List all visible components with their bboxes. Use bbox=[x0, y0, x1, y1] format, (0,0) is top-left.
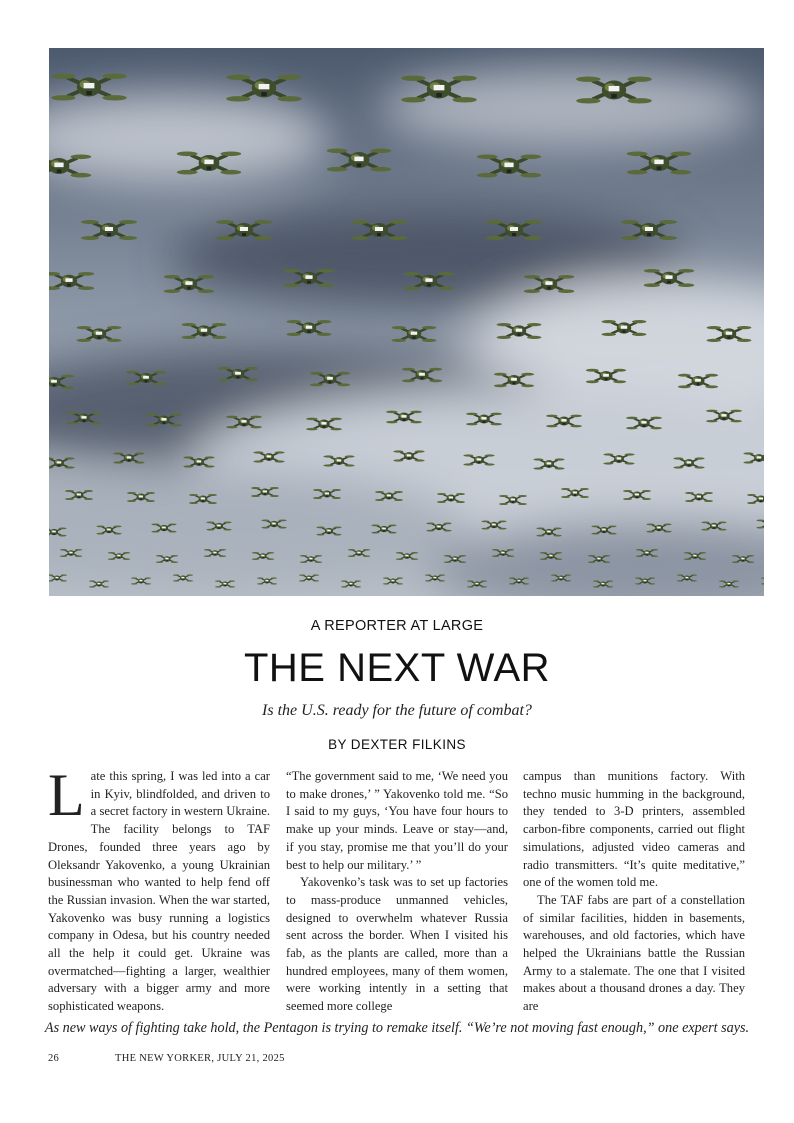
body-paragraph: campus than munitions factory. With techno music humming in the background, they tended to 3-D printers, assembled carbon-fibre components, carried out flight simulations, adjusted video cameras and radio transmitters. “It’s quite meditative,” one of the women told me. bbox=[523, 769, 745, 890]
hero-image bbox=[49, 48, 764, 596]
body-column-2 bbox=[286, 768, 508, 1016]
drone-swarm-illustration bbox=[49, 48, 764, 596]
body-paragraph: “The government said to me, ‘We need you to make drones,’ ” Yakovenko told me. “So I said to my guys, ‘You have four hours to make up your minds. Leave or stay—and, if you stay, promise me that you’ll do your best to help our military.’ ” bbox=[286, 769, 508, 872]
body-paragraph: Yakovenko’s task was to set up factories to mass-produce unmanned vehicles, designed to overwhelm whatever Russia sent across the border. When I visited his fab, as the plants are called, more than a hundred employees, many of them women, were working intently in a setting that seemed more college bbox=[286, 875, 508, 1014]
page-number: 26 bbox=[48, 1053, 60, 1064]
pull-quote: As new ways of fighting take hold, the Pentagon is trying to remake itself. “We’re not moving fast enough,” one expert says. bbox=[44, 1020, 750, 1036]
magazine-footer: THE NEW YORKER, JULY 21, 2025 bbox=[115, 1053, 285, 1064]
article-rubric: A REPORTER AT LARGE bbox=[310, 618, 484, 634]
article-byline: BY DEXTER FILKINS bbox=[328, 737, 466, 752]
body-column-3 bbox=[523, 768, 745, 1016]
body-paragraph bbox=[48, 762, 270, 1016]
body-column-1 bbox=[48, 762, 270, 1016]
drop-cap: L bbox=[48, 762, 85, 828]
body-paragraph: The TAF fabs are part of a constellation of similar facilities, hidden in basements, warehouses, and old factories, which have helped the Ukrainians battle the Russian Army to a stalemate. The one that I visited makes about a thousand drones a day. They are bbox=[523, 892, 745, 1014]
article-dek: Is the U.S. ready for the future of combat? bbox=[262, 702, 532, 719]
paragraph-text: ate this spring, I was led into a car in Kyiv, blindfolded, and driven to a secret factory in western Ukraine. The facility belongs to TAF Drones, founded three years ago by Oleksandr Yakovenko, a young Ukrainian businessman who wanted to help fend off the Russian invasion. When the war started, Yakovenko was busy running a logistics company in Odesa, but his country needed all the help it could get. Ukraine was overmatched—fighting a larger, wealthier adversary with a bigger army and more sophisticated weapons. bbox=[48, 769, 270, 1014]
article-headline: THE NEXT WAR bbox=[243, 646, 551, 690]
